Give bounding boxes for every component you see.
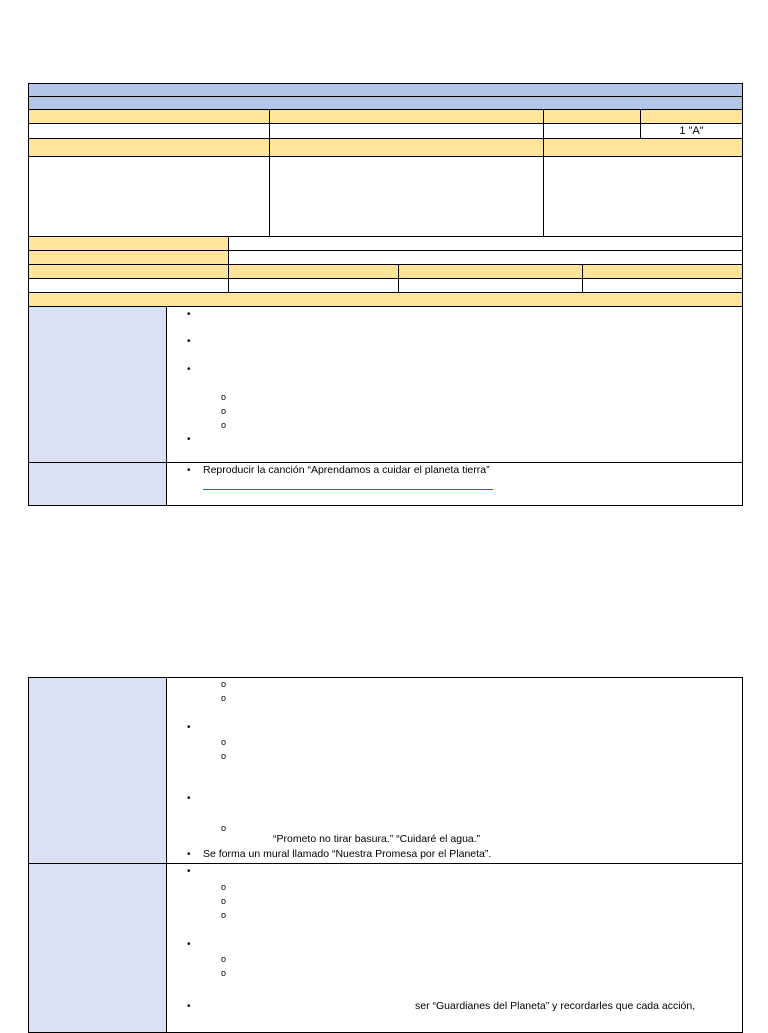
bullet-marker: •: [187, 722, 191, 733]
bullet-marker: •: [187, 309, 191, 320]
bullet-marker: •: [187, 866, 191, 877]
title-row-2: [28, 96, 743, 110]
sub-bullet-marker: o: [221, 679, 227, 689]
header-cell-4: [640, 109, 743, 124]
criteria-header-1: [28, 264, 229, 279]
activity-content-cell: [166, 306, 743, 463]
group-value: 1 "A": [679, 125, 704, 137]
criteria-value-2: [228, 278, 399, 293]
development-label-cell: [28, 677, 167, 864]
value-cell-2: [269, 123, 544, 139]
sub-bullet-marker: o: [221, 882, 227, 892]
section-header-2: [269, 138, 544, 157]
bullet-marker: •: [187, 336, 191, 347]
group-cell: [640, 123, 743, 139]
sub-bullet-marker: o: [221, 910, 227, 920]
bullet-marker: •: [187, 849, 191, 860]
header-cell-2: [269, 109, 544, 124]
closing-label-cell: [28, 863, 167, 1033]
sub-bullet-marker: o: [221, 737, 227, 747]
section-header-1: [28, 138, 270, 157]
criteria-value-3: [398, 278, 583, 293]
sequence-header: [28, 292, 743, 307]
guardians-text: ser “Guardianes del Planeta” y recordarles que cada acción,: [415, 1000, 696, 1012]
value-cell-b: [228, 250, 743, 265]
value-cell-1: [28, 123, 270, 139]
development-content-cell: [166, 677, 743, 864]
criteria-header-3: [398, 264, 583, 279]
bullet-marker: •: [187, 364, 191, 375]
value-cell-3: [543, 123, 641, 139]
section-header-3: [543, 138, 743, 157]
bullet-marker: •: [187, 939, 191, 950]
header-cell-3: [543, 109, 641, 124]
sub-bullet-marker: o: [221, 392, 227, 402]
resources-content-cell: [166, 462, 743, 506]
header-cell-1: [28, 109, 270, 124]
promise-examples-text: “Prometo no tirar basura.” “Cuidaré el agua.”: [273, 833, 481, 845]
bullet-marker: •: [187, 1001, 191, 1012]
song-text: Reproducir la canción “Aprendamos a cuidar el planeta tierra”: [203, 464, 490, 476]
bullet-marker: •: [187, 434, 191, 445]
section-body-3: [543, 156, 743, 237]
section-body-2: [269, 156, 544, 237]
label-cell-b: [28, 250, 229, 265]
activity-label-cell: [28, 306, 167, 463]
bullet-marker: •: [187, 793, 191, 804]
sub-bullet-marker: o: [221, 693, 227, 703]
section-body-1: [28, 156, 270, 237]
sub-bullet-marker: o: [221, 406, 227, 416]
sub-bullet-marker: o: [221, 954, 227, 964]
sub-bullet-marker: o: [221, 420, 227, 430]
bullet-marker: •: [187, 465, 191, 476]
criteria-header-4: [582, 264, 743, 279]
sub-bullet-marker: o: [221, 896, 227, 906]
label-cell-a: [28, 236, 229, 251]
criteria-header-2: [228, 264, 399, 279]
song-link[interactable]: [203, 489, 493, 490]
closing-content-cell: [166, 863, 743, 1033]
mural-text: Se forma un mural llamado “Nuestra Promesa por el Planeta”.: [203, 848, 492, 860]
sub-bullet-marker: o: [221, 968, 227, 978]
resources-label-cell: [28, 462, 167, 506]
criteria-value-4: [582, 278, 743, 293]
sub-bullet-marker: o: [221, 823, 227, 833]
sub-bullet-marker: o: [221, 751, 227, 761]
criteria-value-1: [28, 278, 229, 293]
value-cell-a: [228, 236, 743, 251]
title-row-1: [28, 83, 743, 97]
